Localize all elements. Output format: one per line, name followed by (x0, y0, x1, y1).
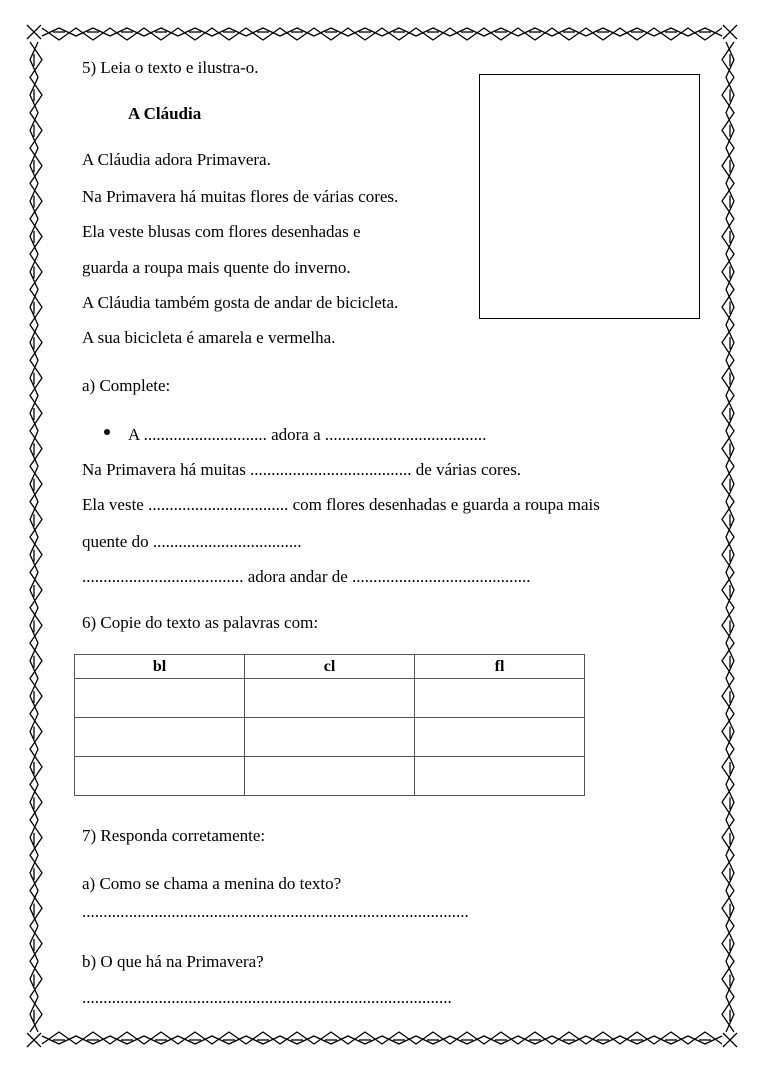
words-table (74, 654, 585, 796)
q7-heading: 7) Responda corretamente: (82, 826, 266, 845)
story-line: Na Primavera há muitas flores de várias cores. (82, 187, 399, 206)
table-row (75, 679, 585, 718)
column-header-fl: fl (415, 655, 585, 679)
fill-line[interactable]: quente do ................................... (82, 532, 302, 551)
border-zigzag (42, 1036, 722, 1044)
border-corner (27, 25, 41, 39)
story-line: Ela veste blusas com flores desenhadas e (82, 222, 361, 241)
table-row (75, 718, 585, 757)
story-title: A Cláudia (128, 104, 202, 123)
border-zigzag (42, 28, 722, 40)
answer-cell[interactable] (245, 679, 415, 718)
border-zigzag (42, 28, 722, 36)
answer-cell[interactable] (245, 718, 415, 757)
illustration-box[interactable] (479, 74, 700, 319)
story-line: guarda a roupa mais quente do inverno. (82, 258, 351, 277)
answer-line-a[interactable]: ........................................................................................... (82, 902, 469, 921)
q6-heading: 6) Copie do texto as palavras com: (82, 613, 319, 632)
story-line: A Cláudia também gosta de andar de bicicleta. (82, 293, 399, 312)
table-row (75, 757, 585, 796)
border-zigzag (722, 42, 734, 1032)
fill-line[interactable]: ...................................... adora andar de .......................................... (82, 567, 531, 586)
border-zigzag (726, 42, 734, 1032)
answer-cell[interactable] (415, 757, 585, 796)
table-header-row (75, 655, 585, 679)
story-line: A Cláudia adora Primavera. (82, 150, 271, 169)
fill-line[interactable]: Ela veste ................................. com flores desenhadas e guarda a roupa mais (82, 495, 600, 514)
q5-heading: 5) Leia o texto e ilustra-o. (82, 58, 259, 77)
bullet-icon (104, 429, 110, 435)
border-zigzag (42, 1032, 722, 1044)
fill-line[interactable]: A ............................. adora a ...................................... (128, 425, 487, 444)
column-header-bl: bl (75, 655, 245, 679)
answer-cell[interactable] (75, 679, 245, 718)
question-a: a) Como se chama a menina do texto? (82, 874, 342, 893)
answer-cell[interactable] (415, 718, 585, 757)
border-corner (723, 1033, 737, 1047)
border-zigzag (30, 42, 42, 1032)
answer-cell[interactable] (245, 757, 415, 796)
border-corner (723, 25, 737, 39)
question-b: b) O que há na Primavera? (82, 952, 264, 971)
answer-cell[interactable] (75, 718, 245, 757)
column-header-cl: cl (245, 655, 415, 679)
answer-cell[interactable] (75, 757, 245, 796)
border-zigzag (30, 42, 38, 1032)
complete-heading: a) Complete: (82, 376, 171, 395)
answer-cell[interactable] (415, 679, 585, 718)
story-line: A sua bicicleta é amarela e vermelha. (82, 328, 336, 347)
border-corner (27, 1033, 41, 1047)
answer-line-b[interactable]: ....................................................................................... (82, 988, 452, 1007)
fill-line[interactable]: Na Primavera há muitas ...................................... de várias cores. (82, 460, 522, 479)
